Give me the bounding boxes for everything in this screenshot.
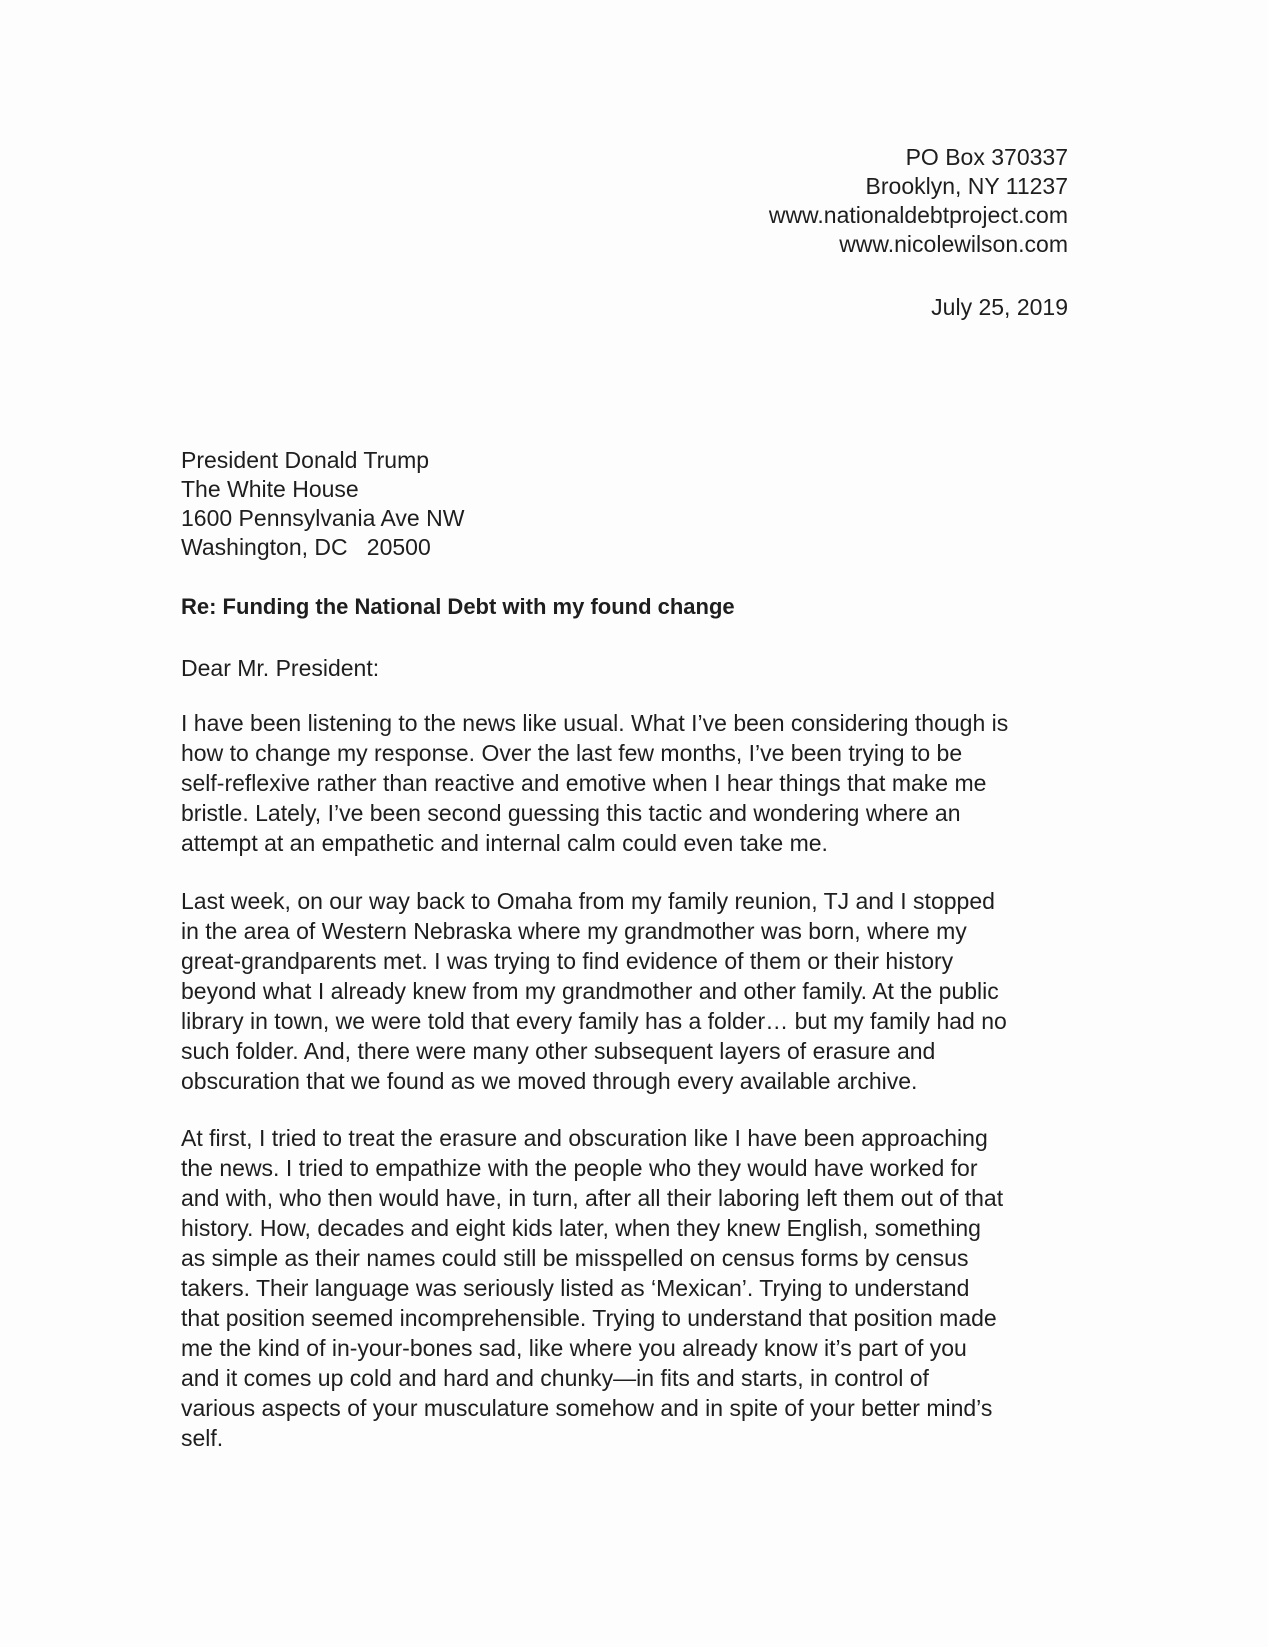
paragraph-line: me the kind of in-your-bones sad, like where you already know it’s part of you — [181, 1335, 967, 1361]
body-paragraph-2 — [181, 886, 1081, 1096]
paragraph-line: and with, who then would have, in turn, after all their laboring left them out of that — [181, 1185, 1004, 1211]
paragraph-line: beyond what I already knew from my grandmother and other family. At the public — [181, 978, 999, 1004]
sender-block — [769, 143, 1068, 259]
paragraph-line: such folder. And, there were many other subsequent layers of erasure and — [181, 1038, 936, 1064]
recipient-block — [181, 446, 464, 562]
paragraph-line: and it comes up cold and hard and chunky—in fits and starts, in control of — [181, 1365, 929, 1391]
recipient-city: Washington, DC 20500 — [181, 534, 431, 560]
recipient-name: President Donald Trump — [181, 447, 430, 473]
paragraph-line: that position seemed incomprehensible. Trying to understand that position made — [181, 1305, 997, 1331]
paragraph-line: how to change my response. Over the last few months, I’ve been trying to be — [181, 740, 963, 766]
paragraph-line: I have been listening to the news like usual. What I’ve been considering though is — [181, 710, 1009, 736]
salutation: Dear Mr. President: — [181, 655, 380, 681]
paragraph-line: the news. I tried to empathize with the people who they would have worked for — [181, 1155, 978, 1181]
subject-line: Re: Funding the National Debt with my found change — [181, 594, 735, 619]
paragraph-line: At first, I tried to treat the erasure and obscuration like I have been approaching — [181, 1125, 988, 1151]
sender-website2: www.nicolewilson.com — [839, 231, 1068, 257]
sender-address-line1: PO Box 370337 — [905, 144, 1068, 170]
paragraph-line: bristle. Lately, I’ve been second guessing this tactic and wondering where an — [181, 800, 961, 826]
paragraph-line: in the area of Western Nebraska where my grandmother was born, where my — [181, 918, 967, 944]
body-paragraph-1 — [181, 708, 1081, 858]
recipient-street: 1600 Pennsylvania Ave NW — [181, 505, 465, 531]
paragraph-line: self-reflexive rather than reactive and emotive when I hear things that make me — [181, 770, 987, 796]
sender-website1: www.nationaldebtproject.com — [768, 202, 1068, 228]
sender-address-line2: Brooklyn, NY 11237 — [865, 173, 1068, 199]
paragraph-line: as simple as their names could still be misspelled on census forms by census — [181, 1245, 969, 1271]
paragraph-line: history. How, decades and eight kids later, when they knew English, something — [181, 1215, 981, 1241]
paragraph-line: library in town, we were told that every family has a folder… but my family had no — [181, 1008, 1007, 1034]
paragraph-line: Last week, on our way back to Omaha from my family reunion, TJ and I stopped — [181, 888, 995, 914]
recipient-organization: The White House — [181, 476, 359, 502]
paragraph-line: self. — [181, 1425, 224, 1451]
letter-date: July 25, 2019 — [931, 294, 1068, 320]
paragraph-line: great-grandparents met. I was trying to find evidence of them or their history — [181, 948, 954, 974]
paragraph-line: takers. Their language was seriously listed as ‘Mexican’. Trying to understand — [181, 1275, 970, 1301]
paragraph-line: obscuration that we found as we moved through every available archive. — [181, 1068, 918, 1094]
paragraph-line: various aspects of your musculature somehow and in spite of your better mind’s — [181, 1395, 993, 1421]
body-paragraph-3 — [181, 1123, 1081, 1453]
paragraph-line: attempt at an empathetic and internal calm could even take me. — [181, 830, 828, 856]
